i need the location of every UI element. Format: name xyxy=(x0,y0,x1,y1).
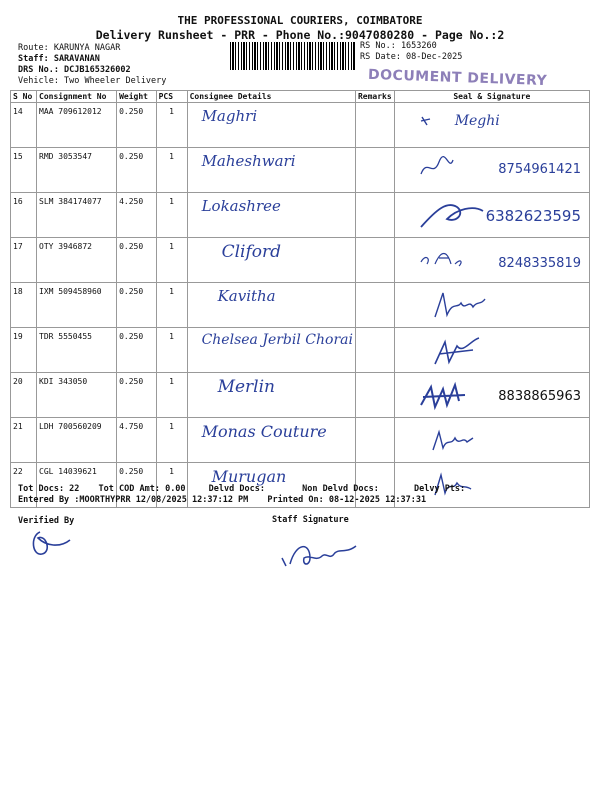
staff-signature-icon xyxy=(276,536,376,576)
consignee-name: Cliford xyxy=(221,242,281,262)
pcs-cell: 1 xyxy=(156,373,187,418)
sno-cell: 16 xyxy=(11,193,37,238)
signature-cell xyxy=(394,103,589,148)
weight-cell: 0.250 xyxy=(117,373,157,418)
signature-scribble-icon xyxy=(417,199,487,233)
consignee-name: Murugan xyxy=(211,467,287,486)
signature-cell xyxy=(394,283,589,328)
sno-cell: 20 xyxy=(11,373,37,418)
pcs-cell: 1 xyxy=(156,193,187,238)
consignee-name: Merlin xyxy=(217,377,275,397)
table-row xyxy=(11,328,590,373)
sno-cell: 19 xyxy=(11,328,37,373)
consignment-cell: KDI 343050 xyxy=(37,373,117,418)
signature-scribble-icon xyxy=(417,154,457,184)
remarks-cell xyxy=(355,238,394,283)
signature-scribble-icon xyxy=(417,244,467,274)
rs-number: RS No.: 1653260 xyxy=(360,41,437,51)
verifier-signature-icon xyxy=(26,526,76,560)
pcs-cell: 1 xyxy=(156,328,187,373)
non-delvd-docs: Non Delvd Docs: xyxy=(302,484,379,494)
signature-cell xyxy=(394,418,589,463)
remarks-cell xyxy=(355,148,394,193)
table-row xyxy=(11,148,590,193)
consignee-name: Chelsea Jerbil Chorai xyxy=(201,332,353,348)
runsheet-subtitle: Delivery Runsheet - PRR - Phone No.:9047080280 - Page No.:2 xyxy=(95,28,505,42)
remarks-cell xyxy=(355,283,394,328)
pcs-cell: 1 xyxy=(156,238,187,283)
weight-cell: 0.250 xyxy=(117,238,157,283)
weight-cell: 4.750 xyxy=(117,418,157,463)
consignment-cell: IXM 509458960 xyxy=(37,283,117,328)
signature-scribble-icon xyxy=(417,109,447,135)
consignment-cell: MAA 709612012 xyxy=(37,103,117,148)
remarks-cell xyxy=(355,103,394,148)
pcs-cell: 1 xyxy=(156,418,187,463)
drs-label: DRS No.: DCJB165326002 xyxy=(18,65,131,75)
sno-cell: 15 xyxy=(11,148,37,193)
col-sno: S No xyxy=(11,91,37,103)
table-row xyxy=(11,418,590,463)
delvy-pts: Delvy Pts: xyxy=(413,484,466,494)
col-weight: Weight xyxy=(117,91,157,103)
remarks-cell xyxy=(355,328,394,373)
sno-cell: 18 xyxy=(11,283,37,328)
consignee-name: Maghri xyxy=(201,107,258,125)
consignee-name: Lokashree xyxy=(201,197,281,215)
signature-cell xyxy=(394,238,589,283)
verified-by-label: Verified By xyxy=(18,516,75,526)
col-pcs: PCS xyxy=(156,91,187,103)
signature-scribble-icon xyxy=(429,424,479,456)
tot-docs: Tot Docs: 22 xyxy=(18,484,80,494)
weight-cell: 0.250 xyxy=(117,103,157,148)
consignment-cell: OTY 3946872 xyxy=(37,238,117,283)
phone-number: 8754961421 xyxy=(498,162,581,177)
staff-signature-label: Staff Signature xyxy=(272,515,349,525)
weight-cell: 0.250 xyxy=(117,148,157,193)
totals-line xyxy=(18,484,465,494)
document-delivery-stamp: DOCUMENT DELIVERY xyxy=(367,66,548,90)
staff-label: Staff: SARAVANAN xyxy=(18,54,100,64)
remarks-cell xyxy=(355,373,394,418)
company-name: THE PROFESSIONAL COURIERS, COIMBATORE xyxy=(177,14,423,27)
entry-line xyxy=(18,495,426,505)
sno-cell: 14 xyxy=(11,103,37,148)
consignment-cell: RMD 3053547 xyxy=(37,148,117,193)
rs-date: RS Date: 08-Dec-2025 xyxy=(360,52,463,62)
delvd-docs: Delvd Docs: xyxy=(208,484,265,494)
col-consignment: Consignment No xyxy=(37,91,117,103)
signature-scribble-icon xyxy=(429,289,489,323)
rs-info xyxy=(360,41,462,63)
vehicle-label: Vehicle: Two Wheeler Delivery xyxy=(18,76,167,86)
table-row xyxy=(11,373,590,418)
weight-cell: 4.250 xyxy=(117,193,157,238)
consignee-name: Monas Couture xyxy=(201,422,327,441)
consignment-cell: CGL 14039621 xyxy=(37,463,117,508)
col-seal-signature: Seal & Signature xyxy=(394,91,589,103)
table-row xyxy=(11,103,590,148)
consignee-name: Kavitha xyxy=(217,287,276,305)
tot-cod: Tot COD Amt: 0.00 xyxy=(98,484,186,494)
table-header xyxy=(11,91,590,103)
route-label: Route: KARUNYA NAGAR xyxy=(18,43,121,53)
weight-cell: 0.250 xyxy=(117,328,157,373)
col-consignee: Consignee Details xyxy=(187,91,355,103)
runsheet-table xyxy=(10,90,590,508)
sno-cell: 21 xyxy=(11,418,37,463)
signature-cell xyxy=(394,328,589,373)
signature-scribble-icon xyxy=(417,379,473,413)
table-row xyxy=(11,238,590,283)
phone-number: 6382623595 xyxy=(485,207,581,225)
pcs-cell: 1 xyxy=(156,283,187,328)
remarks-cell xyxy=(355,418,394,463)
signature-scribble-icon xyxy=(429,334,489,368)
col-remarks: Remarks xyxy=(355,91,394,103)
pcs-cell: 1 xyxy=(156,148,187,193)
signature-cell xyxy=(394,373,589,418)
entered-by: Entered By :MOORTHYPRR 12/08/2025 12:37:12 PM xyxy=(18,495,249,505)
signature-cell xyxy=(394,148,589,193)
consignment-cell: SLM 384174077 xyxy=(37,193,117,238)
consignee-name: Maheshwari xyxy=(201,152,296,170)
printed-on: Printed On: 08-12-2025 12:37:31 xyxy=(267,495,427,505)
weight-cell: 0.250 xyxy=(117,283,157,328)
pcs-cell: 1 xyxy=(156,103,187,148)
consignment-cell: LDH 700560209 xyxy=(37,418,117,463)
signature-cell xyxy=(394,193,589,238)
route-info xyxy=(18,43,166,87)
weight-cell: 0.250 xyxy=(117,463,157,508)
phone-number: 8838865963 xyxy=(498,389,581,404)
table-row xyxy=(11,283,590,328)
remarks-cell xyxy=(355,193,394,238)
barcode-icon xyxy=(230,42,355,70)
table-row xyxy=(11,193,590,238)
phone-number: 8248335819 xyxy=(498,256,581,271)
consignment-cell: TDR 5550455 xyxy=(37,328,117,373)
signature-text: Meghi xyxy=(454,113,500,129)
sno-cell: 22 xyxy=(11,463,37,508)
pcs-cell: 1 xyxy=(156,463,187,508)
sno-cell: 17 xyxy=(11,238,37,283)
